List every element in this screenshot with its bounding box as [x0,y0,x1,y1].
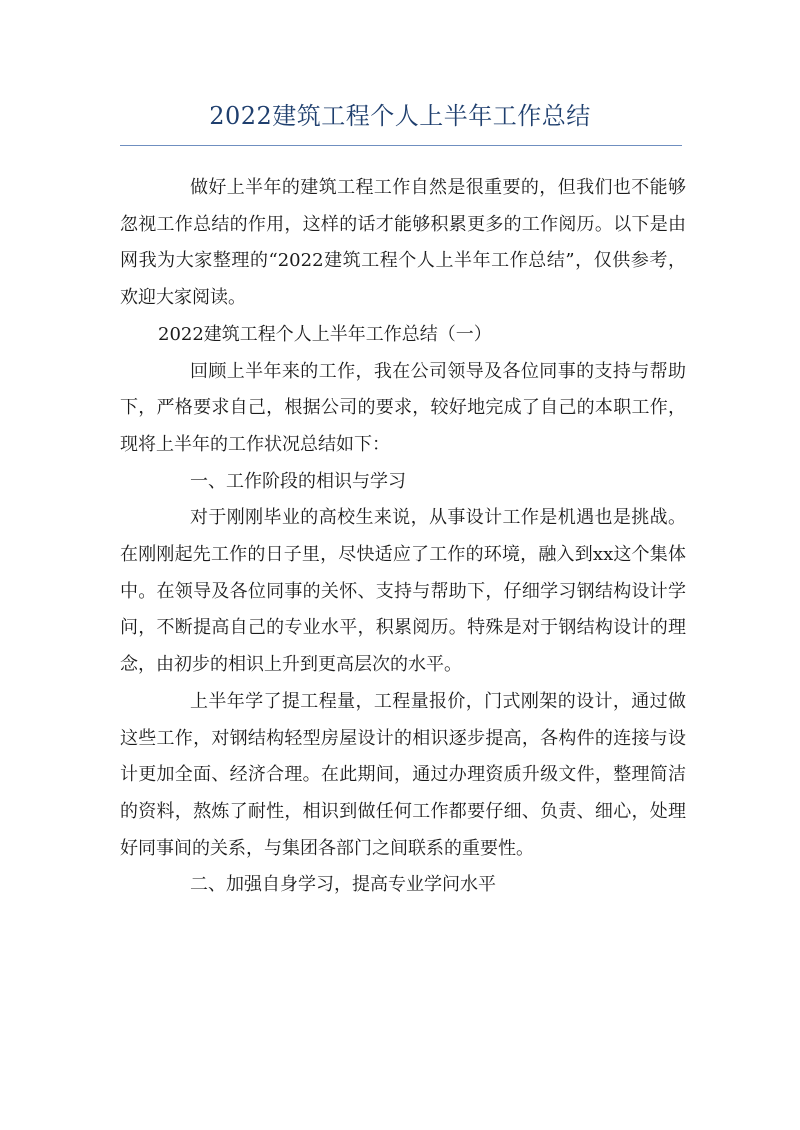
intro-paragraph: 做好上半年的建筑工程工作自然是很重要的，但我们也不能够忽视工作总结的作用，这样的话才能够积累更多的工作阅历。以下是由网我为大家整理的“2022建筑工程个人上半年工作总结”，仅供参考，欢迎大家阅读。 [120,177,686,309]
subsection-heading: 一、工作阶段的相识与学习 [190,470,406,492]
subsection-heading: 二、加强自身学习，提高专业学问水平 [190,874,496,896]
document-title: 2022建筑工程个人上半年工作总结 [209,102,591,130]
body-paragraph: 回顾上半年来的工作，我在公司领导及各位同事的支持与帮助下，严格要求自己，根据公司的要求，较好地完成了自己的本职工作，现将上半年的工作状况总结如下： [120,360,686,455]
body-paragraph: 上半年学了提工程量，工程量报价，门式刚架的设计，通过做这些工作，对钢结构轻型房屋设计的相识逐步提高，各构件的连接与设计更加全面、经济合理。在此期间，通过办理资质升级文件，整理简洁的资料，熬炼了耐性，相识到做任何工作都要仔细、负责、细心，处理好同事间的关系，与集团各部门之间联系的重要性。 [120,690,686,859]
document-body [120,170,686,904]
body-paragraph: 对于刚刚毕业的高校生来说，从事设计工作是机遇也是挑战。在刚刚起先工作的日子里，尽快适应了工作的环境，融入到xx这个集体中。在领导及各位同事的关怀、支持与帮助下，仔细学习钢结构设计学问，不断提高自己的专业水平，积累阅历。特殊是对于钢结构设计的理念，由初步的相识上升到更高层次的水平。 [120,507,686,676]
title-underline [120,145,682,146]
section-heading: 2022建筑工程个人上半年工作总结（一） [158,323,492,345]
